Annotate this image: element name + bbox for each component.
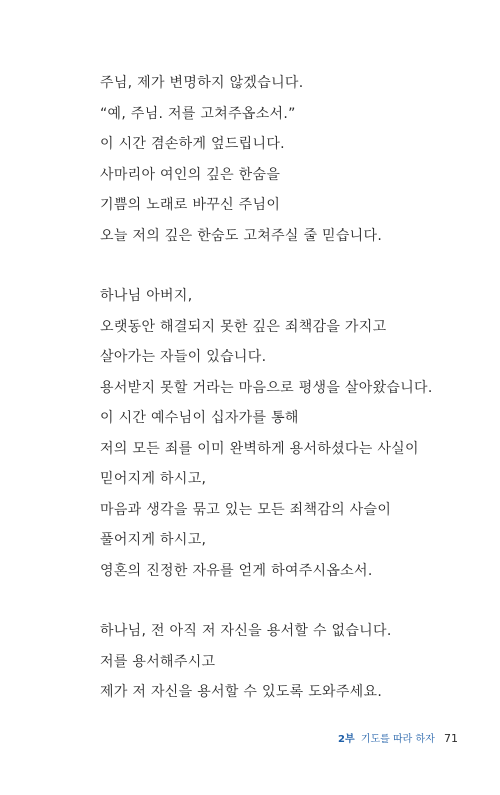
text-line: 저의 모든 죄를 이미 완벽하게 용서하셨다는 사실이 (100, 440, 419, 457)
text-line: 이 시간 예수님이 십자가를 통해 (100, 410, 299, 426)
stanza-3 (100, 616, 480, 708)
text-line: 풀어지게 하시고, (100, 532, 207, 548)
text-line: 마음과 생각을 묶고 있는 모든 죄책감의 사슬이 (100, 501, 392, 518)
text-line: 저를 용서해주시고 (100, 653, 216, 670)
part-label: 2부 (338, 734, 355, 745)
stanza-2 (100, 281, 480, 586)
text-line: 주님, 제가 변명하지 않겠습니다. (100, 75, 304, 91)
text-line: 제가 저 자신을 용서할 수 있도록 도와주세요. (100, 684, 383, 700)
text-line: 오랫동안 해결되지 못한 깊은 죄책감을 가지고 (100, 318, 387, 335)
text-line: 오늘 저의 깊은 한숨도 고쳐주실 줄 믿습니다. (100, 227, 383, 244)
text-line: 용서받지 못할 거라는 마음으로 평생을 살아왔습니다. (100, 379, 433, 396)
stanza-1 (100, 68, 480, 251)
text-line: 기쁨의 노래로 바꾸신 주님이 (100, 197, 281, 213)
text-line: 살아가는 자들이 있습니다. (100, 349, 267, 365)
text-line: “예, 주님. 저를 고쳐주옵소서.” (100, 105, 296, 122)
text-line: 사마리아 여인의 깊은 한숨을 (100, 166, 281, 183)
text-line: 믿어지게 하시고, (100, 471, 207, 487)
section-title: 기도를 따라 하자 (360, 734, 435, 745)
page-number: 71 (444, 732, 458, 745)
text-line: 하나님, 전 아직 저 자신을 용서할 수 없습니다. (100, 623, 392, 639)
page-footer (338, 732, 458, 747)
text-line: 영혼의 진정한 자유를 얻게 하여주시옵소서. (100, 562, 373, 579)
text-line: 이 시간 겸손하게 엎드립니다. (100, 136, 285, 152)
prayer-text (100, 68, 480, 708)
text-line: 하나님 아버지, (100, 288, 193, 304)
